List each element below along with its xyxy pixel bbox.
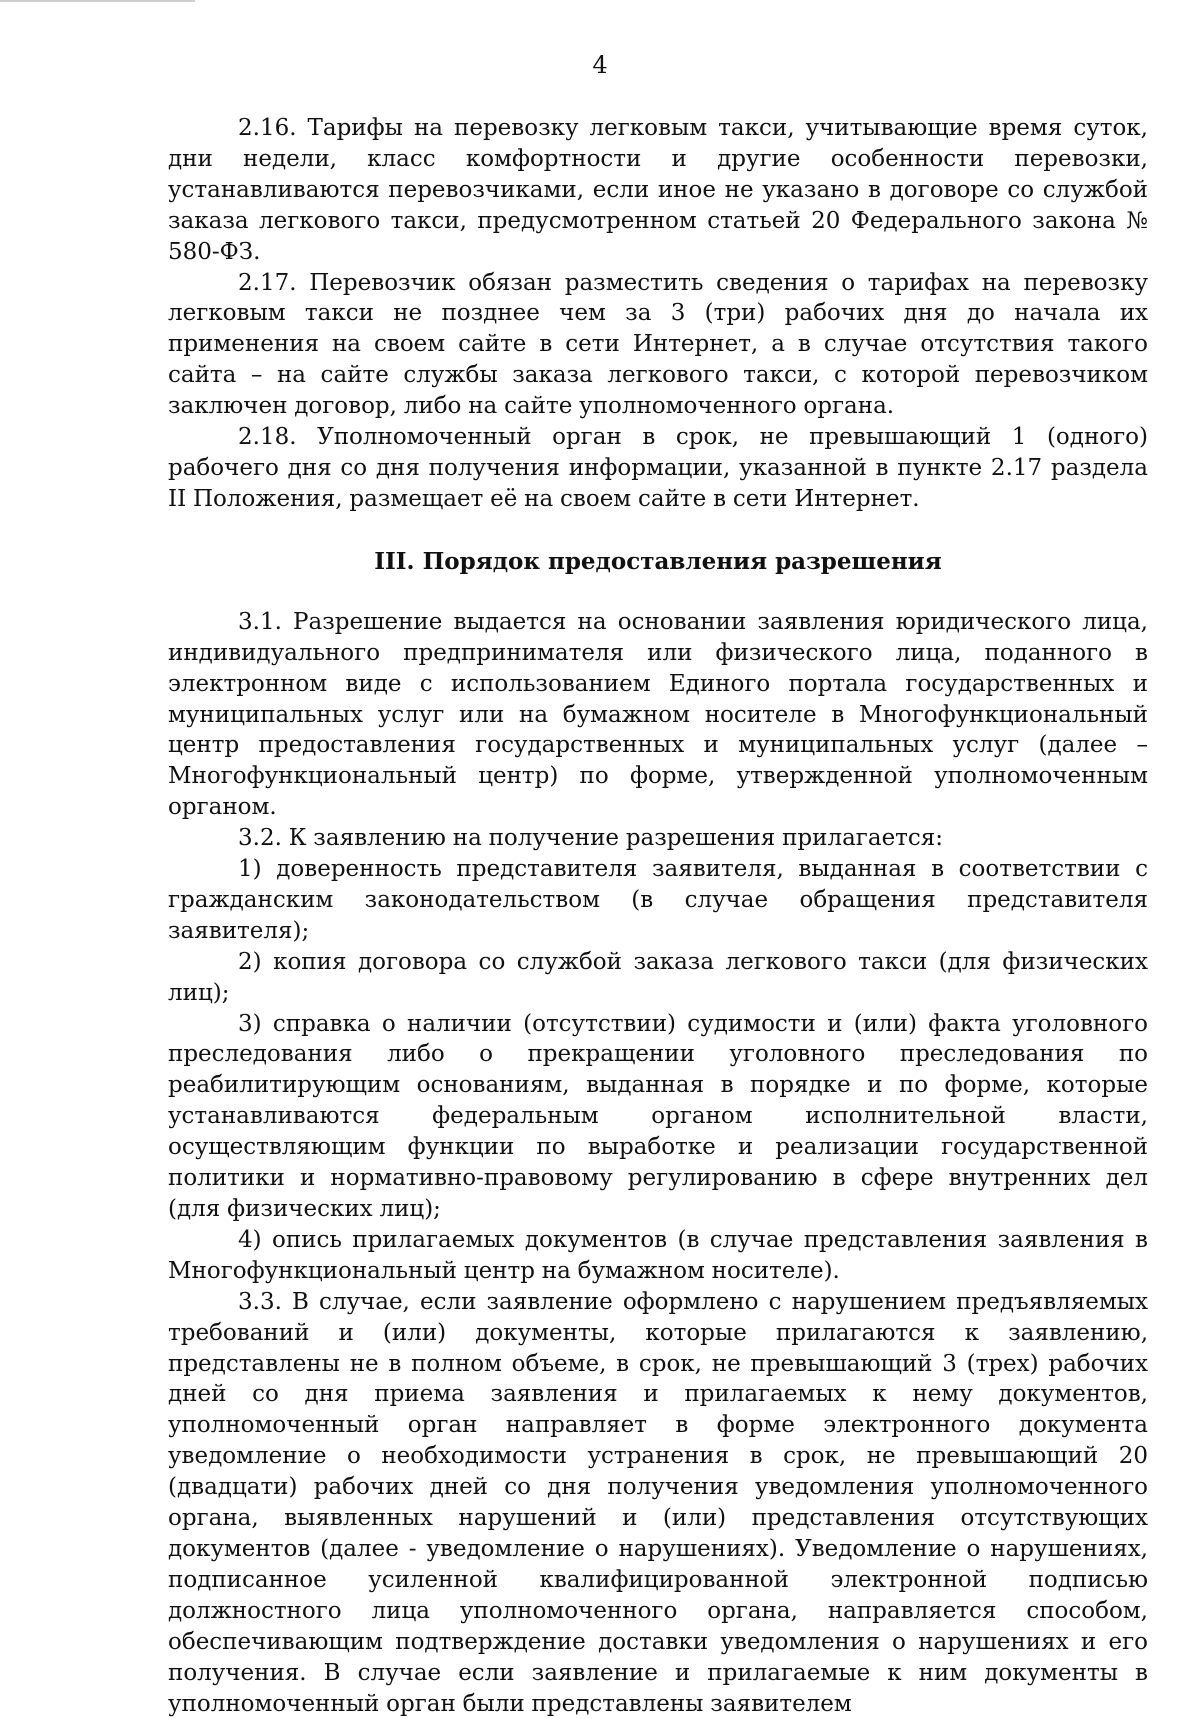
paragraph-3-2: 3.2. К заявлению на получение разрешения прилагается: — [238, 825, 944, 852]
list-item-1: 1) доверенность представителя заявителя, выданная в соответствии с гражданским законодательством (в случае обращения представителя заявителя); — [168, 856, 1148, 944]
section-heading: III. Порядок предоставления разрешения — [374, 547, 942, 575]
paragraph-2-18: 2.18. Уполномоченный орган в срок, не превышающий 1 (одного) рабочего дня со дня получения информации, указанной в пункте 2.17 раздела II Положения, размещает её на своем сайте в сети Интернет. — [168, 424, 1148, 512]
scan-artifact-line — [0, 0, 195, 2]
list-item-4: 4) опись прилагаемых документов (в случае представления заявления в Многофункциональный центр на бумажном носителе). — [168, 1226, 1148, 1284]
document-body — [168, 113, 1148, 1719]
paragraph-2-17: 2.17. Перевозчик обязан разместить сведения о тарифах на перевозку легковым такси не позднее чем за 3 (три) рабочих дня до начала их применения на своем сайте в сети Интернет, а в случае отсутствия такого сайта – на сайте службы заказа легкового такси, с которой перевозчиком заключен договор, либо на сайте уполномоченного органа. — [168, 269, 1148, 420]
page-number: 4 — [592, 51, 608, 79]
list-item-2: 2) копия договора со службой заказа легкового такси (для физических лиц); — [168, 948, 1148, 1006]
list-item-3: 3) справка о наличии (отсутствии) судимости и (или) факта уголовного преследования либо о прекращении уголовного преследования по реабилитирующим основаниям, выданная в порядке и по форме, которые устанавливаются федеральным органом исполнительной власти, осуществляющим функции по выработке и реализации государственной политики и нормативно-правовому регулированию в сфере внутренних дел (для физических лиц); — [168, 1010, 1148, 1222]
paragraph-3-3: 3.3. В случае, если заявление оформлено с нарушением предъявляемых требований и (или) документы, которые прилагаются к заявлению, представлены не в полном объеме, в срок, не превышающий 3 (трех) рабочих дней со дня приема заявления и прилагаемых к нему документов, уполномоченный орган направляет в форме электронного документа уведомление о необходимости устранения в срок, не превышающий 20 (двадцати) рабочих дней со дня получения уведомления уполномоченного органа, выявленных нарушений и (или) представления отсутствующих документов (далее - уведомление о нарушениях). Уведомление о нарушениях, подписанное усиленной квалифицированной электронной подписью должностного лица уполномоченного органа, направляется способом, обеспечивающим подтверждение доставки уведомления о нарушениях и его получения. В случае если заявление и прилагаемые к ним документы в уполномоченный орган были представлены заявителем — [168, 1288, 1148, 1717]
paragraph-3-1: 3.1. Разрешение выдается на основании заявления юридического лица, индивидуального предпринимателя или физического лица, поданного в электронном виде с использованием Единого портала государственных и муниципальных услуг или на бумажном носителе в Многофункциональный центр предоставления государственных и муниципальных услуг (далее – Многофункциональный центр) по форме, утвержденной уполномоченным органом. — [168, 608, 1148, 821]
paragraph-2-16: 2.16. Тарифы на перевозку легковым такси, учитывающие время суток, дни недели, класс комфортности и другие особенности перевозки, устанавливаются перевозчиками, если иное не указано в договоре со службой заказа легкового такси, предусмотренном статьей 20 Федерального закона № 580-ФЗ. — [168, 115, 1148, 265]
